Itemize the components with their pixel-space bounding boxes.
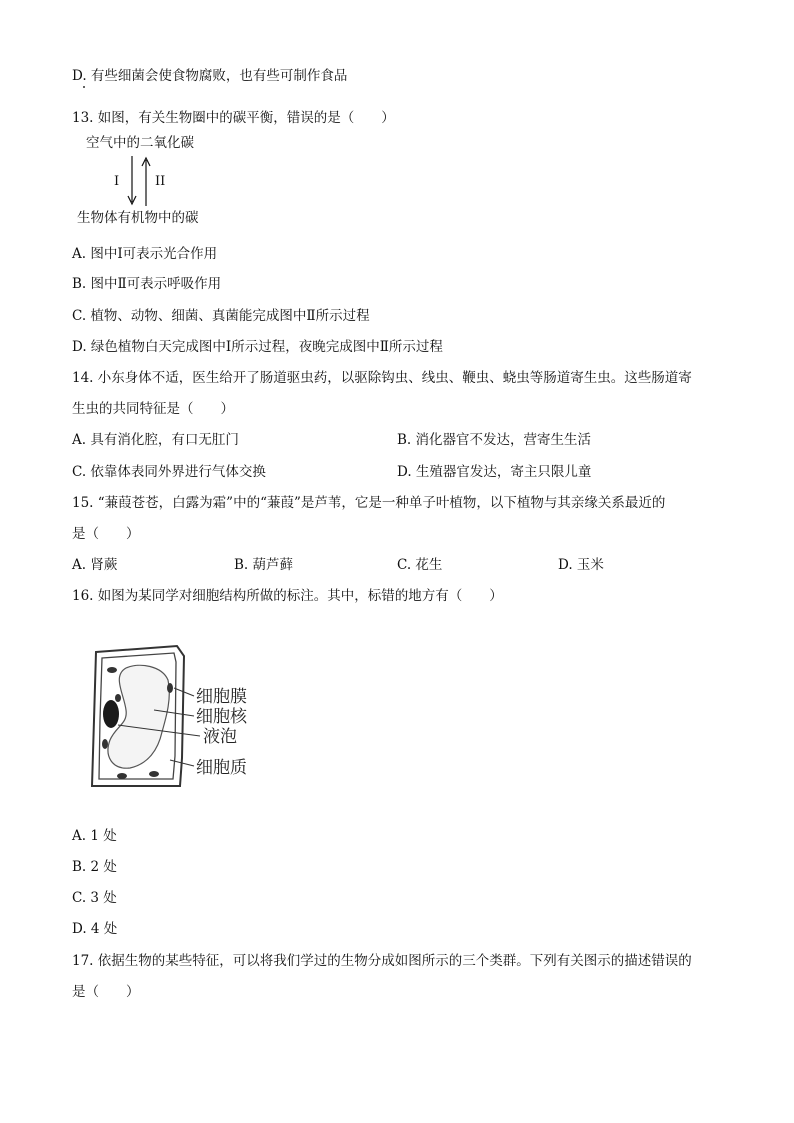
q15-stem-line2: 是（ ）: [72, 526, 140, 542]
q16-stem: 16. 如图为某同学对细胞结构所做的标注。其中，标错的地方有（ ）: [72, 588, 503, 604]
label-vacuole: 液泡: [203, 727, 237, 747]
label-nucleus: 细胞核: [196, 707, 247, 727]
q15-option-a: A. 肾蕨: [72, 557, 118, 573]
q16-option-c: C. 3 处: [72, 890, 117, 906]
q14-option-d: D. 生殖器官发达，寄主只限儿童: [397, 464, 592, 480]
q13-option-a: A. 图中Ⅰ可表示光合作用: [72, 246, 218, 262]
q14-stem-line2: 生虫的共同特征是（ ）: [72, 401, 234, 417]
q14-option-b: B. 消化器官不发达，营寄生生活: [397, 432, 592, 448]
chloroplast: [149, 771, 159, 777]
q16-option-a: A. 1 处: [72, 828, 117, 844]
q13-option-b: B. 图中Ⅱ可表示呼吸作用: [72, 276, 222, 292]
diagram-top-label: 空气中的二氧化碳: [86, 135, 194, 151]
chloroplast: [117, 773, 127, 779]
chloroplast: [115, 694, 121, 702]
chloroplast: [107, 667, 117, 673]
label-cytoplasm: 细胞质: [196, 758, 247, 778]
q15-stem-line1: 15. “蒹葭苍苍，白露为霜”中的“蒹葭”是芦苇，它是一种单子叶植物，以下植物与其亲缘关系最近的: [72, 495, 666, 511]
nucleus: [103, 700, 119, 728]
q14-option-a: A. 具有消化腔，有口无肛门: [72, 432, 239, 448]
q12-option-d: D. 有些细菌会使食物腐败，也有些可制作食品: [72, 68, 348, 84]
q14-stem-line1: 14. 小东身体不适，医生给开了肠道驱虫药，以驱除钩虫、线虫、鞭虫、蛲虫等肠道寄生虫。这些肠道寄: [72, 370, 692, 386]
arrow-label-ii: II: [155, 174, 166, 189]
q17-stem-line2: 是（ ）: [72, 984, 140, 1000]
q13-option-d: D. 绿色植物白天完成图中Ⅰ所示过程，夜晚完成图中Ⅱ所示过程: [72, 339, 443, 355]
label-cell-membrane: 细胞膜: [196, 687, 247, 707]
plant-cell-figure: [82, 640, 272, 790]
q14-option-c: C. 依靠体表同外界进行气体交换: [72, 464, 266, 480]
chloroplast: [102, 739, 108, 749]
q16-option-b: B. 2 处: [72, 859, 117, 875]
chloroplast: [167, 683, 173, 693]
stray-mark: [83, 86, 85, 88]
q15-option-d: D. 玉米: [558, 557, 604, 573]
q13-option-c: C. 植物、动物、细菌、真菌能完成图中Ⅱ所示过程: [72, 308, 370, 324]
q15-option-c: C. 花生: [397, 557, 443, 573]
q17-stem-line1: 17. 依据生物的某些特征，可以将我们学过的生物分成如图所示的三个类群。下列有关图示的描述错误的: [72, 953, 692, 969]
arrow-label-i: I: [114, 174, 120, 189]
q15-option-b: B. 葫芦藓: [234, 557, 294, 573]
diagram-bottom-label: 生物体有机物中的碳: [77, 210, 199, 226]
q16-option-d: D. 4 处: [72, 921, 118, 937]
q13-stem: 13. 如图，有关生物圈中的碳平衡，错误的是（ ）: [72, 110, 395, 126]
